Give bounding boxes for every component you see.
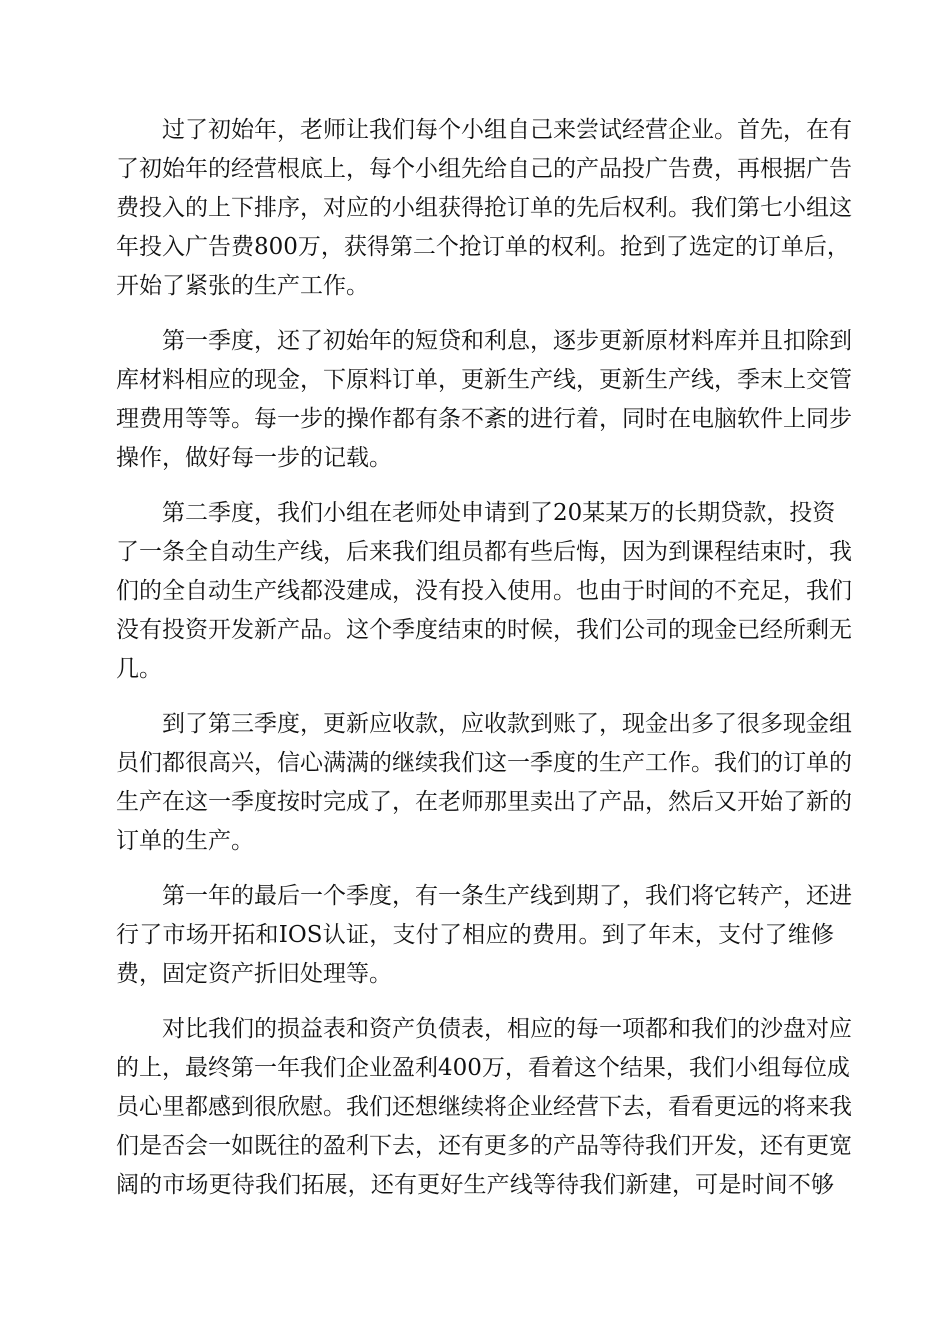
paragraph-6 — [116, 1010, 852, 1205]
paragraph-line: 了初始年的经营根底上，每个小组先给自己的产品投广告费，再根据广告 — [116, 156, 852, 182]
paragraph-line: 行了市场开拓和IOS认证，支付了相应的费用。到了年末，支付了维修 — [116, 922, 834, 948]
paragraph-line: 订单的生产。 — [116, 828, 254, 854]
paragraph-4 — [116, 705, 852, 861]
paragraph-line: 对比我们的损益表和资产负债表，相应的每一项都和我们的沙盘对应 — [162, 1016, 852, 1042]
paragraph-line: 理费用等等。每一步的操作都有条不紊的进行着，同时在电脑软件上同步 — [116, 406, 852, 432]
paragraph-line: 操作，做好每一步的记载。 — [116, 445, 392, 471]
paragraph-line: 几。 — [116, 656, 162, 682]
document-body — [116, 111, 852, 1221]
paragraph-5 — [116, 877, 852, 994]
paragraph-line: 了一条全自动生产线，后来我们组员都有些后悔，因为到课程结束时，我 — [116, 539, 852, 565]
paragraph-2 — [116, 322, 852, 478]
paragraph-line: 第一年的最后一个季度，有一条生产线到期了，我们将它转产，还进 — [162, 883, 852, 909]
paragraph-line: 到了第三季度，更新应收款，应收款到账了，现金出多了很多现金组 — [162, 711, 852, 737]
paragraph-line: 们的全自动生产线都没建成，没有投入使用。也由于时间的不充足，我们 — [116, 578, 852, 604]
paragraph-line: 第一季度，还了初始年的短贷和利息，逐步更新原材料库并且扣除到 — [162, 328, 852, 354]
paragraph-line: 库材料相应的现金，下原料订单，更新生产线，更新生产线，季末上交管 — [116, 367, 852, 393]
paragraph-line: 员心里都感到很欣慰。我们还想继续将企业经营下去，看看更远的将来我 — [116, 1094, 852, 1120]
paragraph-line: 们是否会一如既往的盈利下去，还有更多的产品等待我们开发，还有更宽 — [116, 1133, 852, 1159]
paragraph-3 — [116, 494, 852, 689]
paragraph-line: 第二季度，我们小组在老师处申请到了20某某万的长期贷款，投资 — [162, 500, 836, 526]
paragraph-line: 年投入广告费800万，获得第二个抢订单的权利。抢到了选定的订单后， — [116, 234, 850, 260]
paragraph-line: 开始了紧张的生产工作。 — [116, 273, 369, 299]
paragraph-line: 的上，最终第一年我们企业盈利400万，看着这个结果，我们小组每位成 — [116, 1055, 850, 1081]
paragraph-line: 没有投资开发新产品。这个季度结束的时候，我们公司的现金已经所剩无 — [116, 617, 852, 643]
paragraph-line: 过了初始年，老师让我们每个小组自己来尝试经营企业。首先，在有 — [162, 117, 852, 143]
paragraph-line: 费，固定资产折旧处理等。 — [116, 961, 392, 987]
paragraph-line: 阔的市场更待我们拓展，还有更好生产线等待我们新建，可是时间不够 — [116, 1172, 834, 1198]
paragraph-line: 生产在这一季度按时完成了，在老师那里卖出了产品，然后又开始了新的 — [116, 789, 852, 815]
paragraph-1 — [116, 111, 852, 306]
paragraph-line: 员们都很高兴，信心满满的继续我们这一季度的生产工作。我们的订单的 — [116, 750, 852, 776]
paragraph-line: 费投入的上下排序，对应的小组获得抢订单的先后权利。我们第七小组这 — [116, 195, 852, 221]
